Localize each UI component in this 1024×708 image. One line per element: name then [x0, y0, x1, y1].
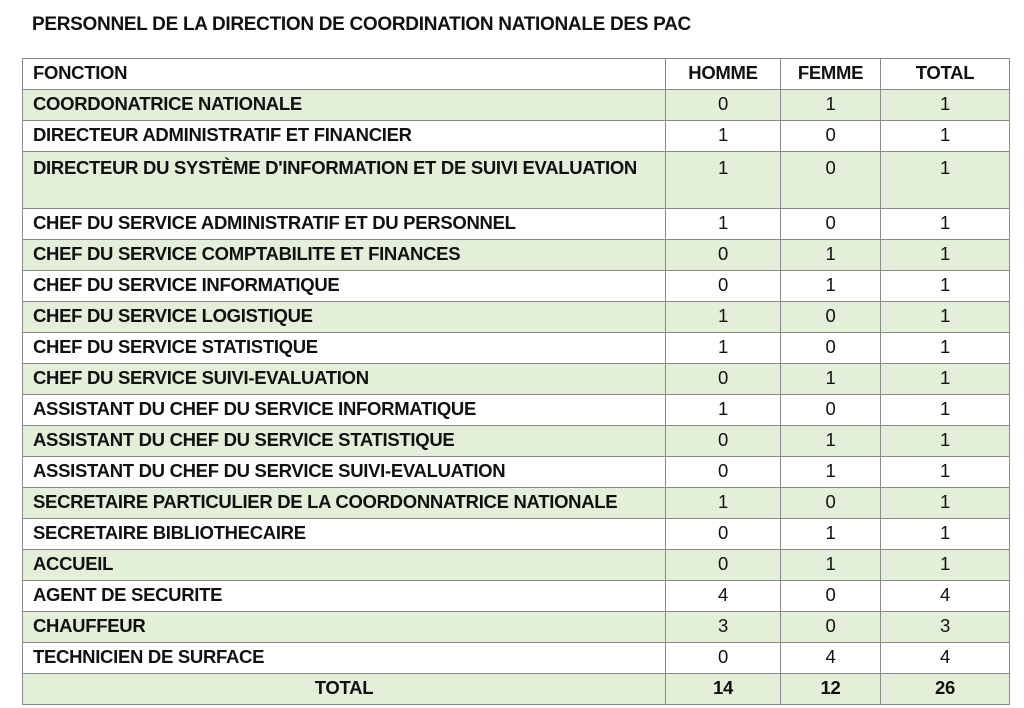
cell-homme: 1: [666, 395, 781, 426]
table-row: [23, 426, 1010, 457]
cell-femme: 1: [781, 90, 881, 121]
table-row: [23, 519, 1010, 550]
total-homme: 14: [666, 674, 781, 705]
total-label: TOTAL: [23, 674, 666, 705]
cell-total: 1: [881, 395, 1010, 426]
personnel-table: [22, 58, 1010, 705]
cell-femme: 1: [781, 271, 881, 302]
table-row: [23, 240, 1010, 271]
table-row: [23, 271, 1010, 302]
cell-femme: 1: [781, 550, 881, 581]
cell-fonction: CHEF DU SERVICE LOGISTIQUE: [23, 302, 666, 333]
cell-homme: 0: [666, 364, 781, 395]
table-body: [23, 90, 1010, 674]
cell-fonction: TECHNICIEN DE SURFACE: [23, 643, 666, 674]
cell-homme: 0: [666, 240, 781, 271]
table-header-row: [23, 59, 1010, 90]
cell-total: 1: [881, 209, 1010, 240]
total-femme: 12: [781, 674, 881, 705]
cell-homme: 1: [666, 152, 781, 209]
header-femme: FEMME: [781, 59, 881, 90]
table-row: [23, 333, 1010, 364]
cell-fonction: ACCUEIL: [23, 550, 666, 581]
cell-total: 4: [881, 643, 1010, 674]
cell-total: 1: [881, 364, 1010, 395]
cell-femme: 0: [781, 395, 881, 426]
header-total: TOTAL: [881, 59, 1010, 90]
table-row: [23, 488, 1010, 519]
cell-homme: 1: [666, 209, 781, 240]
cell-total: 3: [881, 612, 1010, 643]
table-total-row: [23, 674, 1010, 705]
table-row: [23, 302, 1010, 333]
cell-total: 1: [881, 457, 1010, 488]
table-row: [23, 643, 1010, 674]
cell-homme: 1: [666, 121, 781, 152]
cell-fonction: ASSISTANT DU CHEF DU SERVICE INFORMATIQUE: [23, 395, 666, 426]
cell-femme: 4: [781, 643, 881, 674]
cell-homme: 0: [666, 457, 781, 488]
cell-homme: 0: [666, 90, 781, 121]
cell-fonction: CHAUFFEUR: [23, 612, 666, 643]
cell-homme: 1: [666, 488, 781, 519]
table-row: [23, 457, 1010, 488]
cell-total: 4: [881, 581, 1010, 612]
table-row: [23, 121, 1010, 152]
cell-homme: 0: [666, 643, 781, 674]
cell-femme: 1: [781, 519, 881, 550]
cell-femme: 1: [781, 364, 881, 395]
cell-total: 1: [881, 152, 1010, 209]
table-row: [23, 90, 1010, 121]
table-row: [23, 581, 1010, 612]
cell-total: 1: [881, 240, 1010, 271]
table-row: [23, 152, 1010, 209]
cell-total: 1: [881, 426, 1010, 457]
cell-fonction: CHEF DU SERVICE ADMINISTRATIF ET DU PERSONNEL: [23, 209, 666, 240]
cell-femme: 1: [781, 240, 881, 271]
cell-fonction: CHEF DU SERVICE COMPTABILITE ET FINANCES: [23, 240, 666, 271]
cell-total: 1: [881, 90, 1010, 121]
cell-femme: 0: [781, 333, 881, 364]
document-title: PERSONNEL DE LA DIRECTION DE COORDINATION NATIONALE DES PAC: [32, 14, 691, 35]
cell-fonction: CHEF DU SERVICE INFORMATIQUE: [23, 271, 666, 302]
cell-fonction: ASSISTANT DU CHEF DU SERVICE SUIVI-EVALUATION: [23, 457, 666, 488]
table-row: [23, 612, 1010, 643]
cell-femme: 0: [781, 488, 881, 519]
cell-fonction: CHEF DU SERVICE SUIVI-EVALUATION: [23, 364, 666, 395]
table-row: [23, 550, 1010, 581]
cell-total: 1: [881, 121, 1010, 152]
cell-homme: 1: [666, 302, 781, 333]
table-row: [23, 395, 1010, 426]
cell-total: 1: [881, 271, 1010, 302]
table-row: [23, 364, 1010, 395]
cell-homme: 0: [666, 426, 781, 457]
cell-fonction: AGENT DE SECURITE: [23, 581, 666, 612]
cell-fonction: SECRETAIRE BIBLIOTHECAIRE: [23, 519, 666, 550]
cell-femme: 0: [781, 121, 881, 152]
cell-fonction: SECRETAIRE PARTICULIER DE LA COORDONNATRICE NATIONALE: [23, 488, 666, 519]
cell-homme: 0: [666, 550, 781, 581]
cell-total: 1: [881, 550, 1010, 581]
cell-total: 1: [881, 519, 1010, 550]
total-total: 26: [881, 674, 1010, 705]
cell-total: 1: [881, 333, 1010, 364]
cell-total: 1: [881, 488, 1010, 519]
cell-femme: 1: [781, 426, 881, 457]
cell-fonction: COORDONATRICE NATIONALE: [23, 90, 666, 121]
cell-femme: 0: [781, 209, 881, 240]
cell-homme: 1: [666, 333, 781, 364]
cell-femme: 0: [781, 581, 881, 612]
cell-homme: 4: [666, 581, 781, 612]
table-row: [23, 209, 1010, 240]
cell-femme: 0: [781, 152, 881, 209]
header-homme: HOMME: [666, 59, 781, 90]
cell-femme: 0: [781, 612, 881, 643]
header-fonction: FONCTION: [23, 59, 666, 90]
cell-homme: 0: [666, 519, 781, 550]
cell-fonction: CHEF DU SERVICE STATISTIQUE: [23, 333, 666, 364]
cell-total: 1: [881, 302, 1010, 333]
cell-femme: 0: [781, 302, 881, 333]
cell-fonction: ASSISTANT DU CHEF DU SERVICE STATISTIQUE: [23, 426, 666, 457]
cell-fonction: DIRECTEUR DU SYSTÈME D'INFORMATION ET DE SUIVI EVALUATION: [23, 152, 666, 209]
cell-femme: 1: [781, 457, 881, 488]
cell-homme: 3: [666, 612, 781, 643]
cell-homme: 0: [666, 271, 781, 302]
cell-fonction: DIRECTEUR ADMINISTRATIF ET FINANCIER: [23, 121, 666, 152]
